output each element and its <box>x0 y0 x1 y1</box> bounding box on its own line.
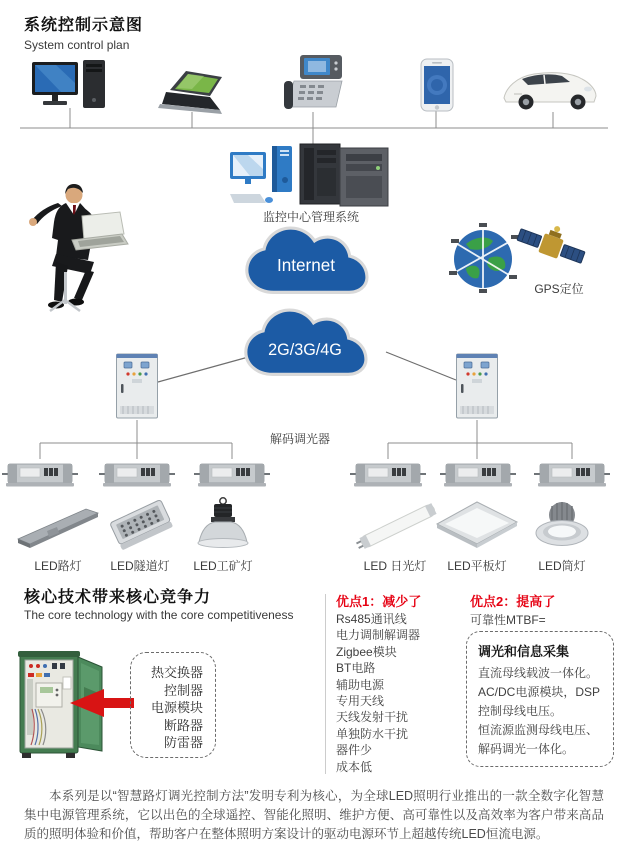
led-driver-icon <box>194 459 270 489</box>
control-cabinet-left-icon <box>115 352 159 420</box>
advantage1-heading: 优点1：减少了 <box>336 594 422 609</box>
desktop-computer-icon <box>30 60 108 112</box>
network-cloud <box>240 308 370 380</box>
advantage1-item: BT电路 <box>336 661 376 676</box>
led-driver-icon <box>350 459 426 489</box>
satellite-icon <box>516 220 586 276</box>
section-divider <box>325 594 326 774</box>
advantage2-subheading: 可靠性MTBF= <box>470 613 546 627</box>
advantage1-item: Zigbee模块 <box>336 644 397 659</box>
led-street-light-icon <box>15 498 101 554</box>
cabinet-callout-box <box>130 652 216 758</box>
advantage1-item: 天线发射干扰 <box>336 710 409 725</box>
advantage1-item: Rs485通讯线 <box>336 612 407 626</box>
led-driver-icon <box>2 459 78 489</box>
advantage1-item: 辅助电源 <box>336 677 385 692</box>
led-light-label: LED工矿灯 <box>193 559 253 573</box>
info-box-line: 直流母线载波一体化。 <box>478 666 599 680</box>
led-light-label: LED平板灯 <box>447 559 507 573</box>
control-cabinet-right-icon <box>455 352 499 420</box>
dimming-info-box <box>466 631 614 767</box>
led-light-label: LED路灯 <box>34 559 82 573</box>
advantage1-item: 专用天线 <box>336 694 385 709</box>
gps-globe-icon <box>448 222 522 296</box>
led-light-label: LED 日光灯 <box>363 559 427 573</box>
advantage1-list <box>336 611 420 775</box>
led-highbay-light-icon <box>191 496 255 556</box>
advantage1-item: 单独防水干扰 <box>336 726 409 741</box>
core-section-title: 核心技术带来核心竞争力 <box>24 589 212 606</box>
led-driver-icon <box>440 459 516 489</box>
core-section-subtitle: The core technology with the core competitiveness <box>24 608 294 622</box>
gps-label: GPS定位 <box>534 282 584 296</box>
car-icon <box>500 64 600 112</box>
callout-item: 控制器 <box>163 682 203 698</box>
callout-item: 电源模块 <box>150 700 203 716</box>
header <box>24 12 143 52</box>
led-driver-icon <box>534 459 610 489</box>
network-label: 2G/3G/4G <box>268 340 342 359</box>
info-box-line: 恒流源监测母线电压、解码调光一体化。 <box>478 723 599 756</box>
led-panel-light-icon <box>435 500 519 550</box>
decoder-dimmer-label: 解码调光器 <box>269 432 330 446</box>
page-subtitle: System control plan <box>24 38 130 52</box>
video-phone-icon <box>284 55 344 113</box>
internet-label: Internet <box>277 256 335 275</box>
advantage2-heading: 优点2：提高了 <box>470 594 556 609</box>
info-box-line: AC/DC电源模块，DSP控制母线电压。 <box>478 685 601 718</box>
callout-item: 热交换器 <box>150 665 203 680</box>
led-driver-icon <box>99 459 175 489</box>
led-light-label: LED隧道灯 <box>110 559 170 573</box>
advantage1-item: 电力调制解调器 <box>336 628 421 643</box>
info-box-title: 调光和信息采集 <box>478 644 570 659</box>
page-title: 系统控制示意图 <box>24 17 144 34</box>
advantage1-item: 成本低 <box>336 759 373 774</box>
callout-item: 防雷器 <box>163 735 203 751</box>
footer-paragraph: 本系列是以“智慧路灯调光控制方法”发明专利为核心，为全球LED照明行业推出的一款全数字化智慧集中电源管理系统，它以出色的全球遥控、智能化照明、维护方便、高可靠性以及高效率为客户带来高品质的照明体验和价值，帮助客户在整体照明方案设计的驱动电源环节上超越传统LED恒流电源。 <box>24 789 604 841</box>
internet-cloud <box>242 226 370 298</box>
laptop-icon <box>152 70 232 116</box>
callout-item: 断路器 <box>163 717 203 733</box>
smartphone-icon <box>418 58 456 112</box>
led-tube-light-icon <box>352 498 444 554</box>
led-downlight-icon <box>530 498 594 554</box>
callout-arrow-icon <box>70 686 134 720</box>
monitoring-center-icon <box>228 142 393 210</box>
monitoring-center-label: 监控中心管理系统 <box>262 210 359 224</box>
businessman-icon <box>22 182 137 314</box>
led-tunnel-light-icon <box>104 498 176 554</box>
led-light-label: LED筒灯 <box>538 559 586 573</box>
advantage1-item: 器件少 <box>336 743 373 758</box>
